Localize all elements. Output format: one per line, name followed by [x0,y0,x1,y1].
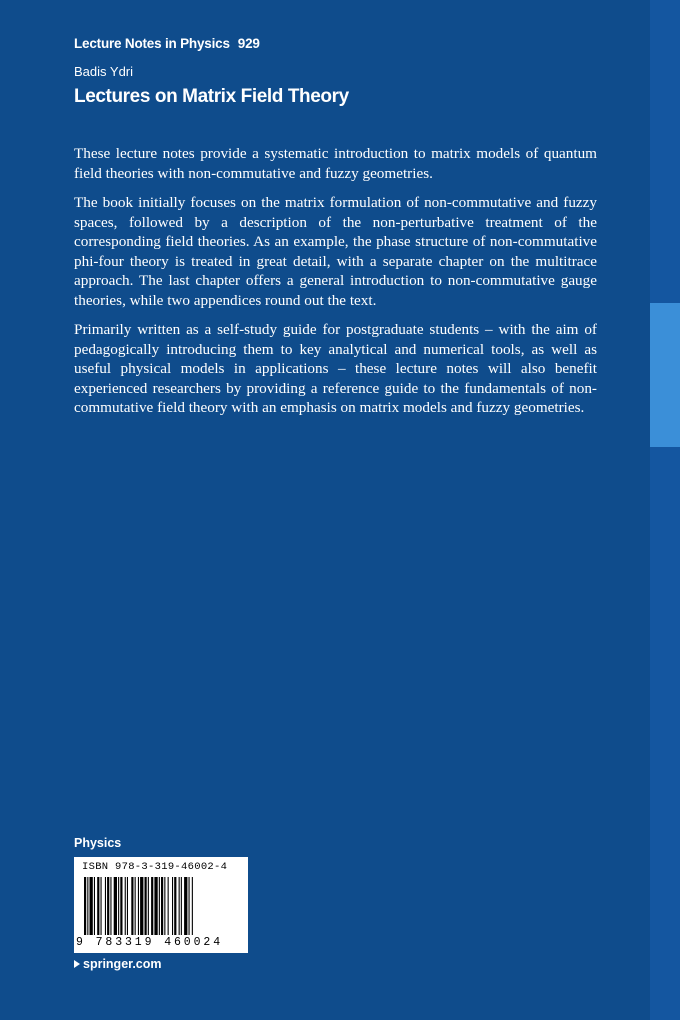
blurb [74,144,597,428]
publisher-link[interactable] [74,957,162,971]
blurb-paragraph: Primarily written as a self-study guide for postgraduate students – with the aim of pedagogically introducing them to key analytical and numerical tools, as well as useful physical models in applications – these lecture notes will also benefit experienced researchers by providing a reference guide to the fundamentals of non-commutative field theory with an emphasis on matrix models and fuzzy geometries. [74,321,597,416]
arrow-right-icon [74,960,80,968]
subject-label: Physics [74,836,122,850]
author-name: Badis Ydri [74,64,134,79]
edge-accent-block [650,303,680,447]
edge-strip [650,0,680,1020]
series-number: 929 [237,36,260,51]
publisher-url: springer.com [83,957,162,971]
series-name: Lecture Notes in Physics [74,36,230,51]
isbn-label: ISBN 978-3-319-46002-4 [82,861,228,873]
blurb-paragraph: The book initially focuses on the matrix formulation of non-commutative and fuzzy spaces, followed by a description of the non-perturbative treatment of the corresponding field theories. As an example, the phase structure of non-commutative phi-four theory is treated in great detail, with a separate chapter on the multitrace approach. The last chapter offers a general introduction to non-commutative gauge theories, while two appendices round out the text. [74,194,597,309]
barcode-digits: 9 783319 460024 [76,936,224,949]
blurb-paragraph: These lecture notes provide a systematic introduction to matrix models of quantum field theories with non-commutative and fuzzy geometries. [74,145,597,182]
barcode [74,857,248,953]
series-line [74,36,260,51]
book-title: Lectures on Matrix Field Theory [74,86,349,107]
barcode-bars [84,877,240,935]
